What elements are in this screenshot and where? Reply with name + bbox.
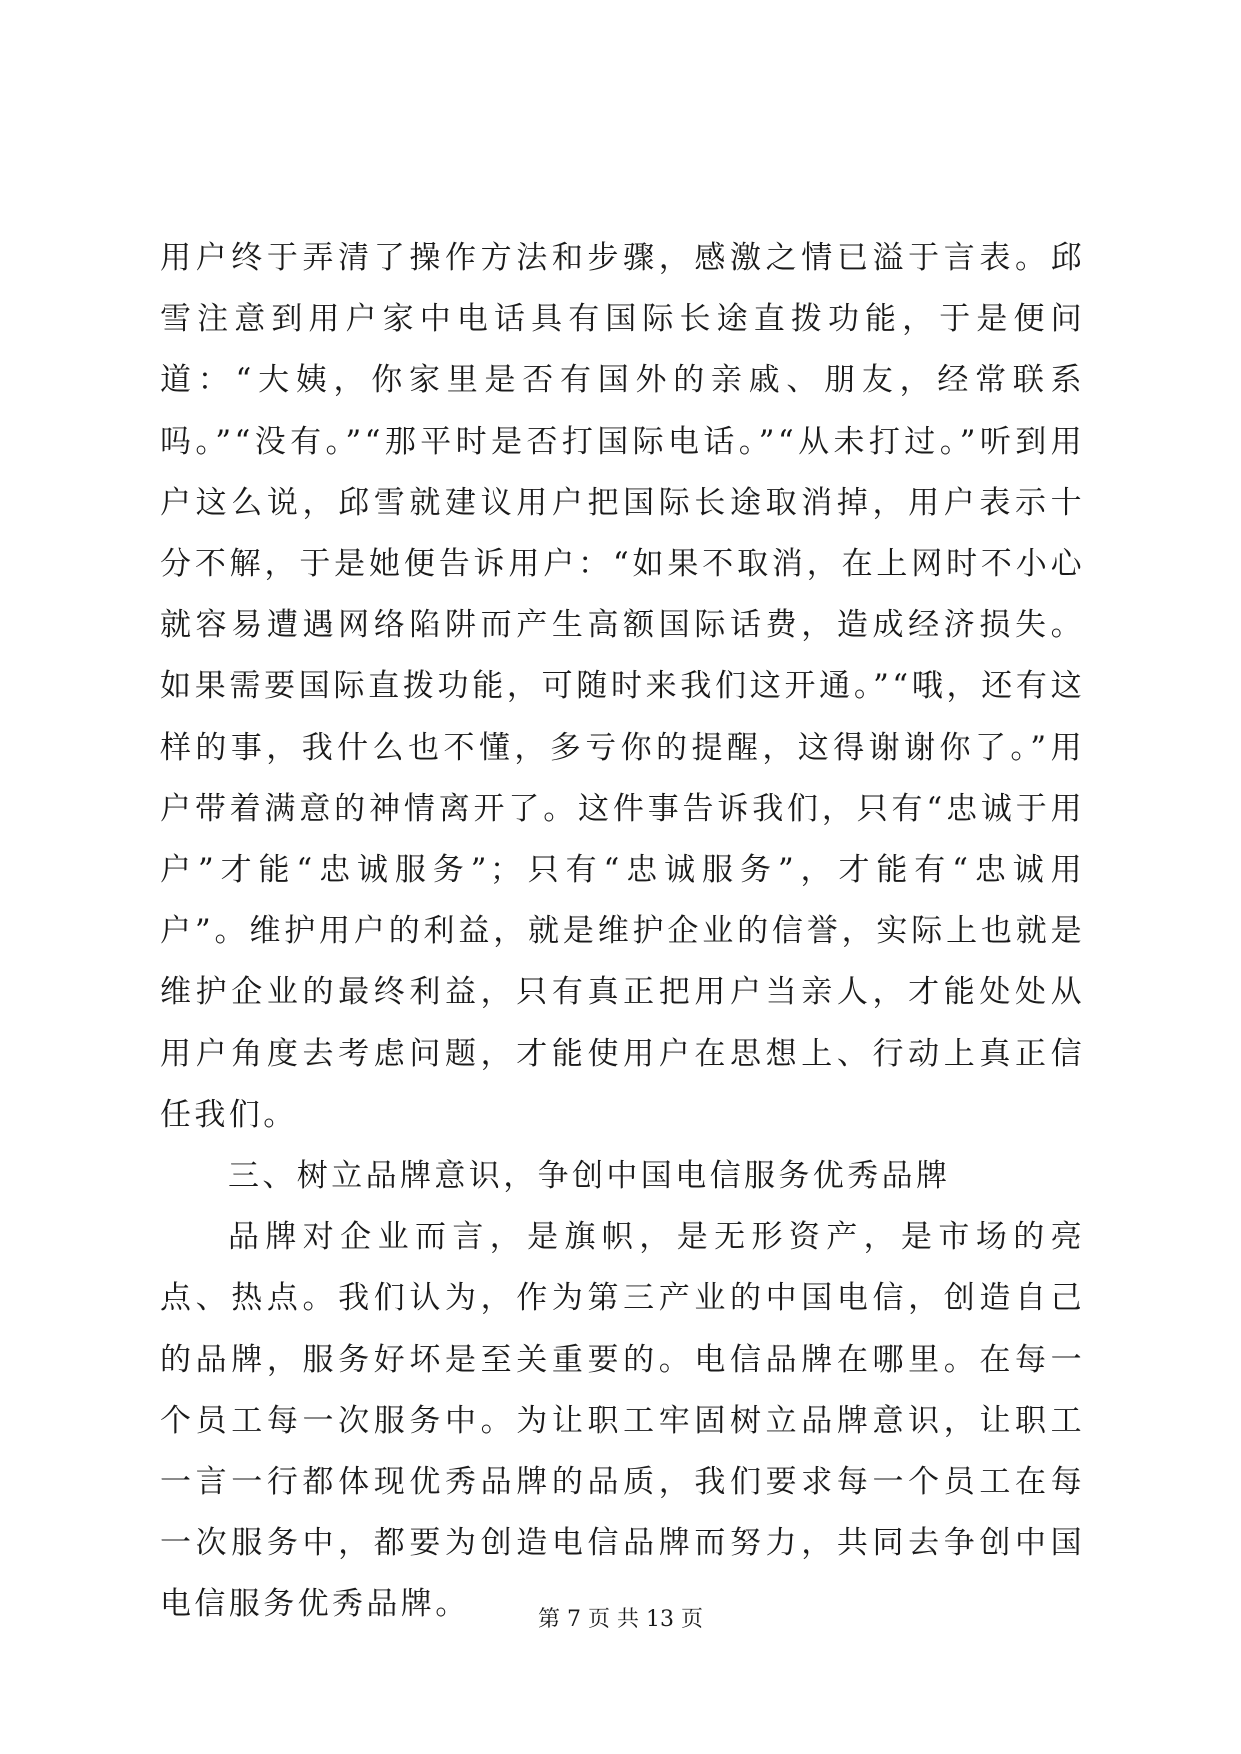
body-paragraph-2: 品牌对企业而言，是旗帜，是无形资产，是市场的亮点、热点。我们认为，作为第三产业的中国电信，创造自己的品牌，服务好坏是至关重要的。电信品牌在哪里。在每一个员工每一次服务中。为让职工牢固树立品牌意识，让职工一言一行都体现优秀品牌的品质，我们要求每一个员工在每一次服务中，都要为创造电信品牌而努力，共同去争创中国电信服务优秀品牌。 xyxy=(160,1219,1085,1623)
body-paragraph-1: 用户终于弄清了操作方法和步骤，感激之情已溢于言表。邱雪注意到用户家中电话具有国际长途直拨功能，于是便问道：“大姨，你家里是否有国外的亲戚、朋友，经常联系吗。”“没有。”“那平时是否打国际电话。”“从未打过。”听到用户这么说，邱雪就建议用户把国际长途取消掉，用户表示十分不解，于是她便告诉用户：“如果不取消，在上网时不小心就容易遭遇网络陷阱而产生高额国际话费，造成经济损失。如果需要国际直拨功能，可随时来我们这开通。”“哦，还有这样的事，我什么也不懂，多亏你的提醒，这得谢谢你了。”用户带着满意的神情离开了。这件事告诉我们，只有“忠诚于用户”才能“忠诚服务”；只有“忠诚服务”，才能有“忠诚用户”。维护用户的利益，就是维护企业的信誉，实际上也就是维护企业的最终利益，只有真正把用户当亲人，才能处处从用户角度去考虑问题，才能使用户在思想上、行动上真正信任我们。 xyxy=(160,240,1085,1133)
document-body xyxy=(160,228,1085,1636)
page-number-footer: 第 7 页 共 13 页 xyxy=(538,1607,703,1632)
section-heading-3: 三、树立品牌意识，争创中国电信服务优秀品牌 xyxy=(228,1158,951,1195)
